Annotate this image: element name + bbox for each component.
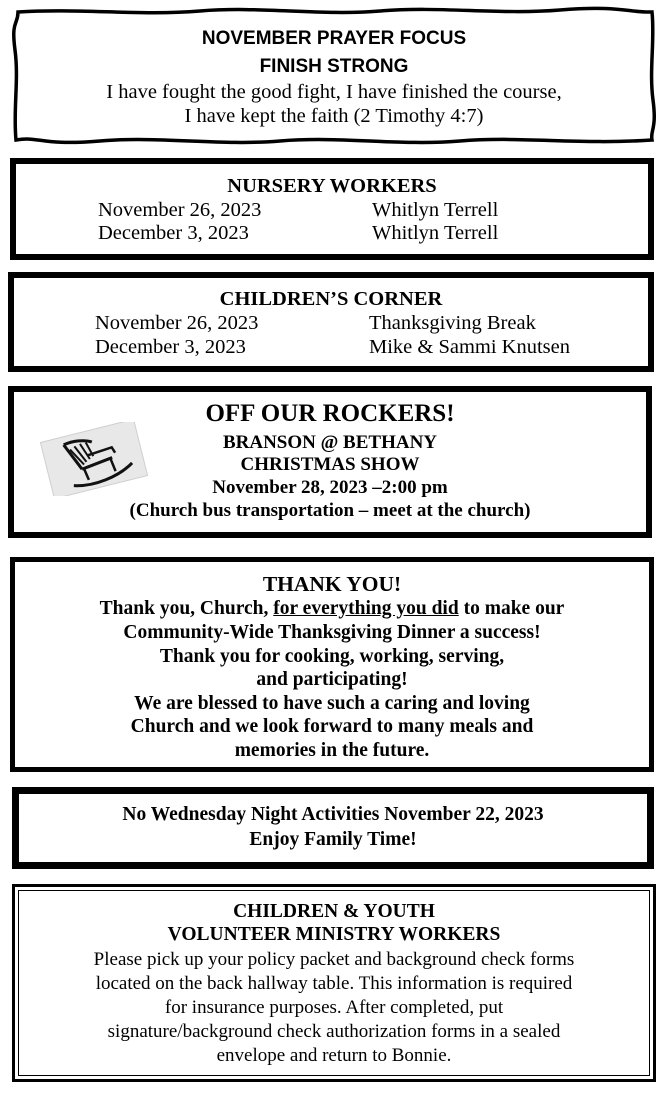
childrens-corner-box [8, 272, 654, 372]
verse-line-1: I have fought the good fight, I have finished the course, [106, 81, 562, 103]
nursery-name-1: Whitlyn Terrell [372, 199, 499, 221]
thank-you-line-4: and participating! [256, 669, 408, 690]
nursery-workers-box [10, 158, 654, 260]
thank-you-line-5: We are blessed to have such a caring and loving [134, 693, 530, 714]
prayer-focus-subheading: FINISH STRONG [259, 56, 409, 77]
wednesday-line-2: Enjoy Family Time! [249, 829, 417, 850]
thank-you-line-2: Community-Wide Thanksgiving Dinner a success! [123, 622, 541, 643]
volunteer-title-2: VOLUNTEER MINISTRY WORKERS [167, 924, 501, 945]
corner-date-1: November 26, 2023 [95, 312, 259, 334]
thank-you-line-1-end: to make our [458, 598, 565, 619]
wednesday-line-1: No Wednesday Night Activities November 22, 2023 [122, 804, 544, 825]
thank-you-line-1 [15, 598, 649, 620]
rockers-line-1: BRANSON @ BETHANY [222, 432, 438, 453]
thank-you-line-7: memories in the future. [234, 740, 430, 761]
rockers-title: OFF OUR ROCKERS! [205, 400, 455, 427]
volunteer-title-1: CHILDREN & YOUTH [233, 901, 435, 922]
thank-you-underlined: for everything you did [273, 598, 459, 619]
rockers-line-2: CHRISTMAS SHOW [240, 454, 420, 475]
rocking-chair-icon [38, 422, 150, 496]
rockers-line-4: (Church bus transportation – meet at the church) [129, 500, 531, 521]
volunteer-body-2: located on the back hallway table. This information is required [95, 973, 573, 994]
corner-name-1: Thanksgiving Break [369, 312, 536, 334]
thank-you-title: THANK YOU! [262, 572, 402, 596]
volunteer-workers-box [12, 884, 656, 1082]
volunteer-body-4: signature/background check authorization forms in a sealed [107, 1021, 561, 1042]
nursery-date-2: December 3, 2023 [98, 222, 249, 244]
prayer-focus-box [14, 8, 654, 140]
volunteer-body-3: for insurance purposes. After completed, put [164, 997, 504, 1018]
thank-you-line-6: Church and we look forward to many meals and [130, 716, 534, 737]
nursery-name-2: Whitlyn Terrell [372, 222, 499, 244]
nursery-date-1: November 26, 2023 [98, 199, 262, 221]
corner-date-2: December 3, 2023 [95, 336, 246, 358]
thank-you-line-3: Thank you for cooking, working, serving, [159, 646, 505, 667]
prayer-focus-heading: NOVEMBER PRAYER FOCUS [201, 28, 467, 49]
rockers-line-3: November 28, 2023 –2:00 pm [212, 477, 448, 498]
nursery-title: NURSERY WORKERS [227, 175, 437, 197]
verse-line-2: I have kept the faith (2 Timothy 4:7) [184, 105, 484, 127]
thank-you-line-1-start: Thank you, Church, [99, 598, 274, 619]
volunteer-body-1: Please pick up your policy packet and background check forms [93, 949, 575, 970]
volunteer-body-5: envelope and return to Bonnie. [216, 1045, 452, 1066]
corner-name-2: Mike & Sammi Knutsen [369, 336, 571, 358]
childrens-corner-title: CHILDREN’S CORNER [219, 288, 443, 310]
thank-you-box [10, 557, 654, 772]
no-wednesday-box [12, 787, 654, 869]
off-our-rockers-box [8, 386, 652, 538]
